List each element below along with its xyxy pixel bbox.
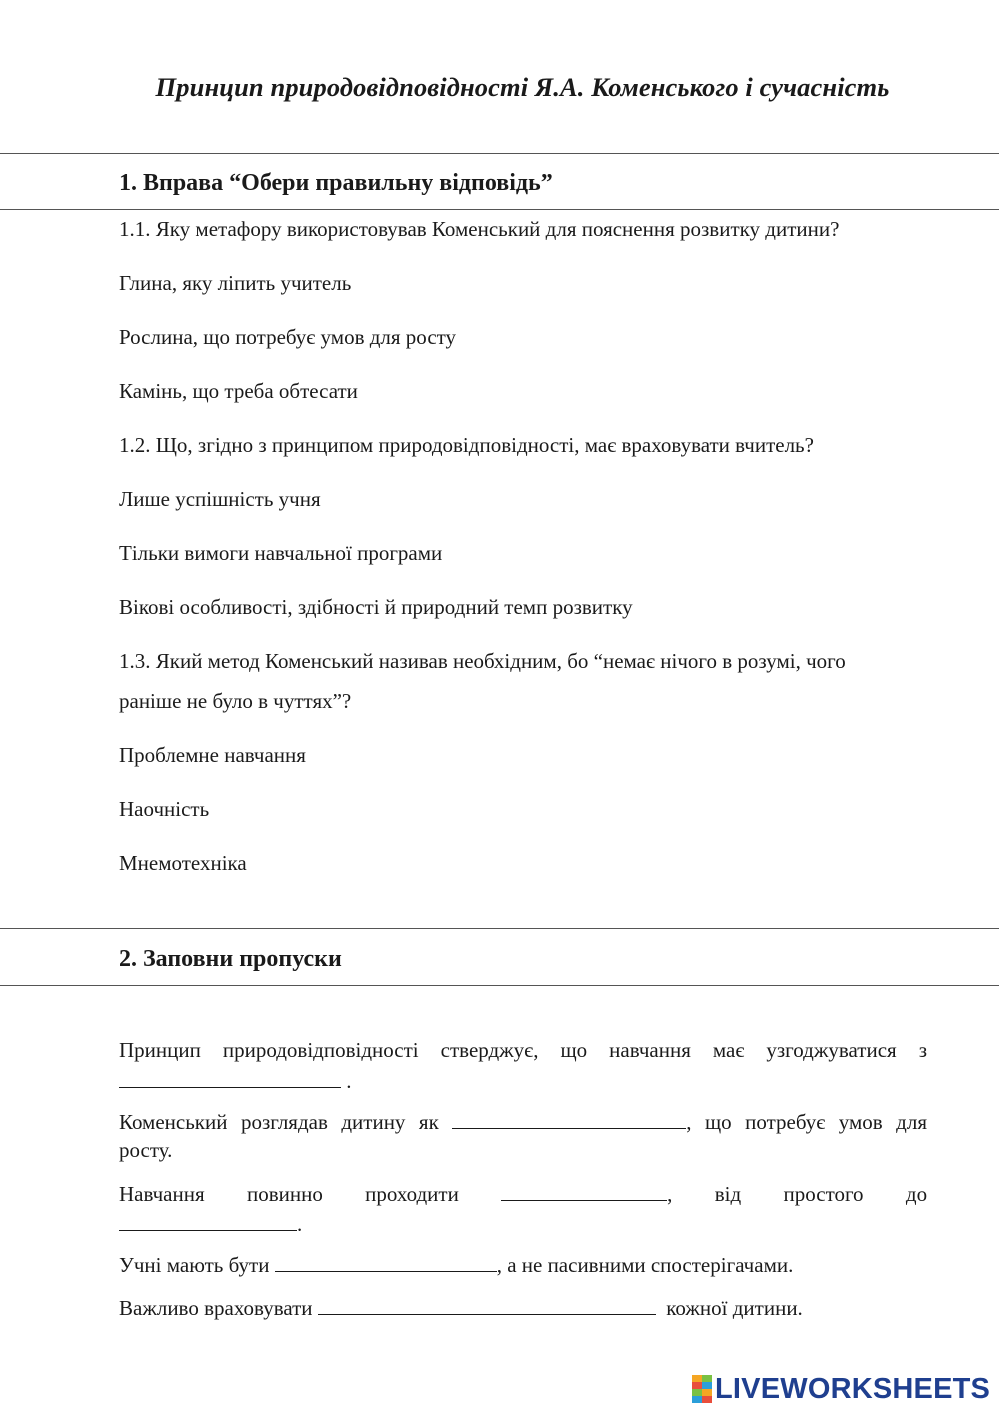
divider [0, 928, 999, 929]
fill-blank-input[interactable] [119, 1068, 341, 1088]
sentence-text: простого [783, 1182, 864, 1206]
answer-option[interactable]: Проблемне навчання [119, 743, 306, 767]
sentence-3-line1 [119, 1181, 927, 1207]
answer-option[interactable]: Рослина, що потребує умов для росту [119, 325, 457, 349]
sentence-text: Навчання [119, 1182, 205, 1206]
divider [0, 153, 999, 154]
answer-option[interactable]: Тільки вимоги навчальної програми [119, 541, 443, 565]
divider [0, 985, 999, 986]
answer-option[interactable]: Глина, яку ліпить учитель [119, 271, 352, 295]
fill-blank-input[interactable] [318, 1295, 656, 1315]
sentence-2-line2: росту. [119, 1138, 173, 1162]
sentence-text: повинно [246, 1182, 323, 1206]
answer-option[interactable]: Вікові особливості, здібності й природний темп розвитку [119, 595, 633, 619]
sentence-text: кожної дитини. [666, 1296, 803, 1320]
fill-blank-input[interactable] [452, 1109, 686, 1129]
question-1-3-line1: 1.3. Який метод Коменський називав необхідним, бо “немає нічого в розумі, чого [119, 649, 846, 673]
question-1-3-line2: раніше не було в чуттях”? [119, 689, 352, 713]
liveworksheets-logo-icon [692, 1375, 712, 1403]
sentence-text: . [297, 1212, 303, 1236]
sentence-5 [119, 1295, 803, 1321]
sentence-text: Учні мають бути [119, 1253, 270, 1277]
sentence-text: від [714, 1182, 742, 1206]
answer-option[interactable]: Наочність [119, 797, 210, 821]
sentence-1-line2 [119, 1068, 352, 1094]
answer-option[interactable]: Лише успішність учня [119, 487, 321, 511]
answer-option[interactable]: Мнемотехніка [119, 851, 247, 875]
sentence-text: , [667, 1182, 673, 1206]
sentence-2-line1 [119, 1109, 927, 1135]
logo-text: LIVEWORKSHEETS [715, 1372, 991, 1405]
sentence-4 [119, 1252, 793, 1278]
sentence-text: . [346, 1069, 352, 1093]
fill-blank-input[interactable] [119, 1211, 297, 1231]
sentence-text: , а не пасивними спостерігачами. [496, 1253, 794, 1277]
sentence-3-line2 [119, 1211, 302, 1237]
section-2-heading: 2. Заповни пропуски [119, 946, 342, 972]
sentence-text: , що потребує умов для [686, 1110, 927, 1134]
divider [0, 209, 999, 210]
sentence-1-line1: Принцип природовідповідності стверджує, що навчання має узгоджуватися з [119, 1038, 927, 1062]
sentence-text: проходити [365, 1182, 459, 1206]
fill-blank-input[interactable] [275, 1252, 497, 1272]
blank-group [501, 1182, 672, 1206]
fill-blank-input[interactable] [501, 1181, 667, 1201]
question-1-2: 1.2. Що, згідно з принципом природовідповідності, має враховувати вчитель? [119, 433, 814, 457]
sentence-text: Важливо враховувати [119, 1296, 313, 1320]
answer-option[interactable]: Камінь, що треба обтесати [119, 379, 358, 403]
section-1-heading: 1. Вправа “Обери правильну відповідь” [119, 170, 553, 196]
sentence-text: до [905, 1182, 928, 1206]
question-1-1: 1.1. Яку метафору використовував Коменський для пояснення розвитку дитини? [119, 217, 840, 241]
liveworksheets-logo[interactable] [692, 1373, 990, 1405]
sentence-text: Коменський розглядав дитину як [119, 1110, 439, 1134]
page-title: Принцип природовідповідності Я.А. Коменського і сучасність [155, 72, 890, 102]
